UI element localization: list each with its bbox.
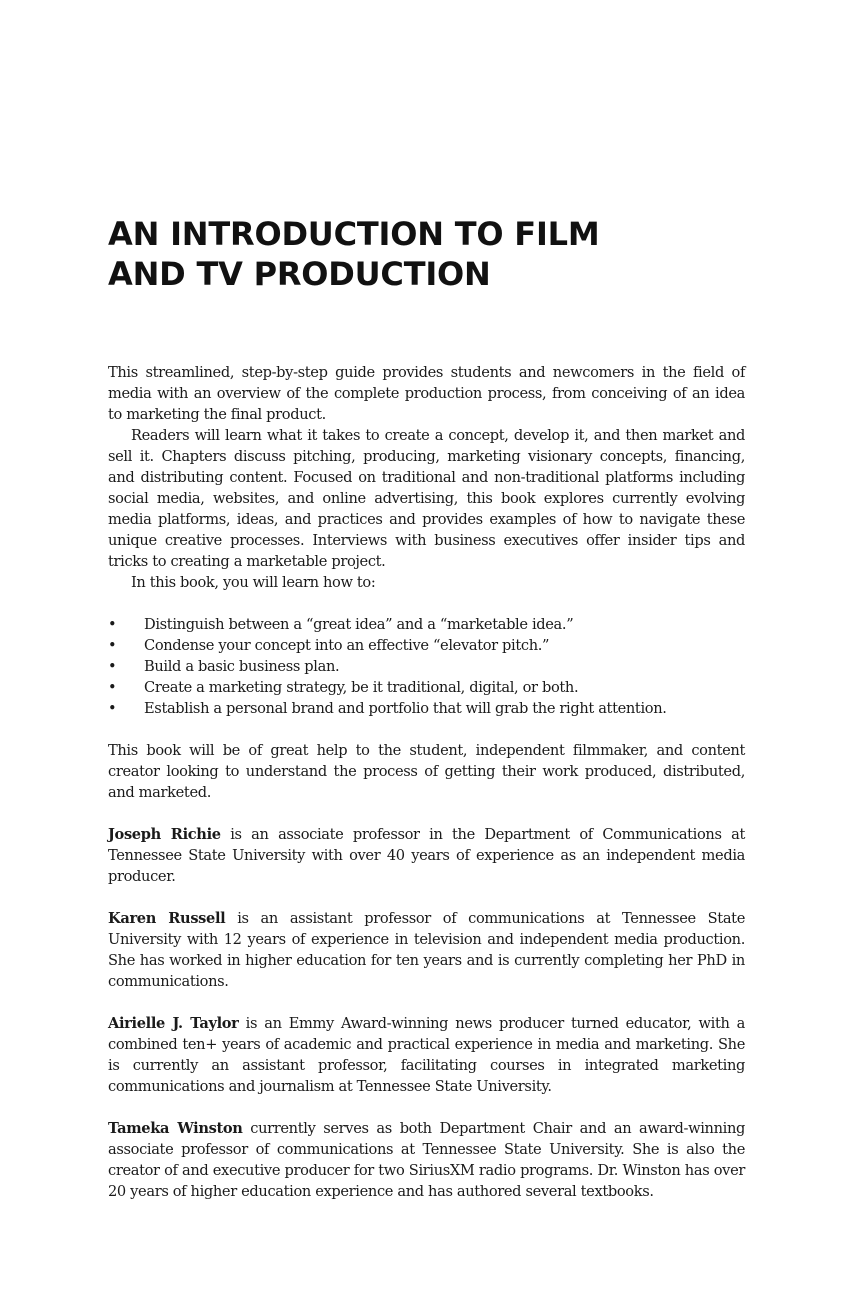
bullet-icon: • <box>108 679 117 696</box>
author-bio-text: is an associate professor in the Department of Communications at Tennessee State University with over 40 years of experience as an independent media producer. <box>108 826 745 885</box>
author-name: Airielle J. Taylor <box>108 1015 239 1032</box>
list-item-text: Create a marketing strategy, be it traditional, digital, or both. <box>144 679 579 696</box>
author-name: Tameka Winston <box>108 1120 243 1137</box>
list-item-text: Distinguish between a “great idea” and a “marketable idea.” <box>144 616 574 633</box>
book-description <box>108 362 745 1202</box>
list-item <box>108 698 745 719</box>
book-title-line-1: AN INTRODUCTION TO FILM <box>108 215 600 253</box>
list-item-text: Establish a personal brand and portfolio that will grab the right attention. <box>144 700 667 717</box>
learning-list <box>108 614 745 719</box>
author-bio-text: currently serves as both Department Chair and an award-winning associate professor of communications at Tennessee State University. She is also the creator of and executive producer for two SiriusXM radio programs. Dr. Winston has over 20 years of higher education experience and has authored several textbooks. <box>108 1120 745 1200</box>
list-item <box>108 614 745 635</box>
list-item <box>108 677 745 698</box>
bullet-icon: • <box>108 637 117 654</box>
author-bio-karen-russell <box>108 908 745 992</box>
bullet-icon: • <box>108 658 117 675</box>
intro-paragraph-2: Readers will learn what it takes to create a concept, develop it, and then market and sell it. Chapters discuss pitching, producing, marketing visionary concepts, financing, and distributing content. Focused on traditional and non-traditional platforms including social media, websites, and online advertising, this book explores currently evolving media platforms, ideas, and practices and provides examples of how to navigate these unique creative processes. Interviews with business executives offer insider tips and tricks to creating a marketable project. <box>108 427 745 570</box>
list-item <box>108 656 745 677</box>
bullet-icon: • <box>108 700 117 717</box>
author-bio-joseph-richie <box>108 824 745 887</box>
intro-paragraph-3: In this book, you will learn how to: <box>131 574 376 591</box>
list-item <box>108 635 745 656</box>
book-title-line-2: AND TV PRODUCTION <box>108 255 491 293</box>
closing-paragraph: This book will be of great help to the student, independent filmmaker, and content creator looking to understand the process of getting their work produced, distributed, and marketed. <box>108 742 745 801</box>
book-title <box>108 214 745 294</box>
author-bio-tameka-winston <box>108 1118 745 1202</box>
author-name: Karen Russell <box>108 910 226 927</box>
intro-paragraph-1: This streamlined, step-by-step guide provides students and newcomers in the field of media with an overview of the complete production process, from conceiving of an idea to marketing the final product. <box>108 364 745 423</box>
author-bio-text: is an assistant professor of communications at Tennessee State University with 12 years of experience in television and independent media production. She has worked in higher education for ten years and is currently completing her PhD in communications. <box>108 910 745 990</box>
author-bio-airielle-taylor <box>108 1013 745 1097</box>
list-item-text: Condense your concept into an effective “elevator pitch.” <box>144 637 550 654</box>
list-item-text: Build a basic business plan. <box>144 658 340 675</box>
author-bio-text: is an Emmy Award-winning news producer turned educator, with a combined ten+ years of academic and practical experience in media and marketing. She is currently an assistant professor, facilitating courses in integrated marketing communications and journalism at Tennessee State University. <box>108 1015 745 1095</box>
author-name: Joseph Richie <box>108 826 221 843</box>
bullet-icon: • <box>108 616 117 633</box>
